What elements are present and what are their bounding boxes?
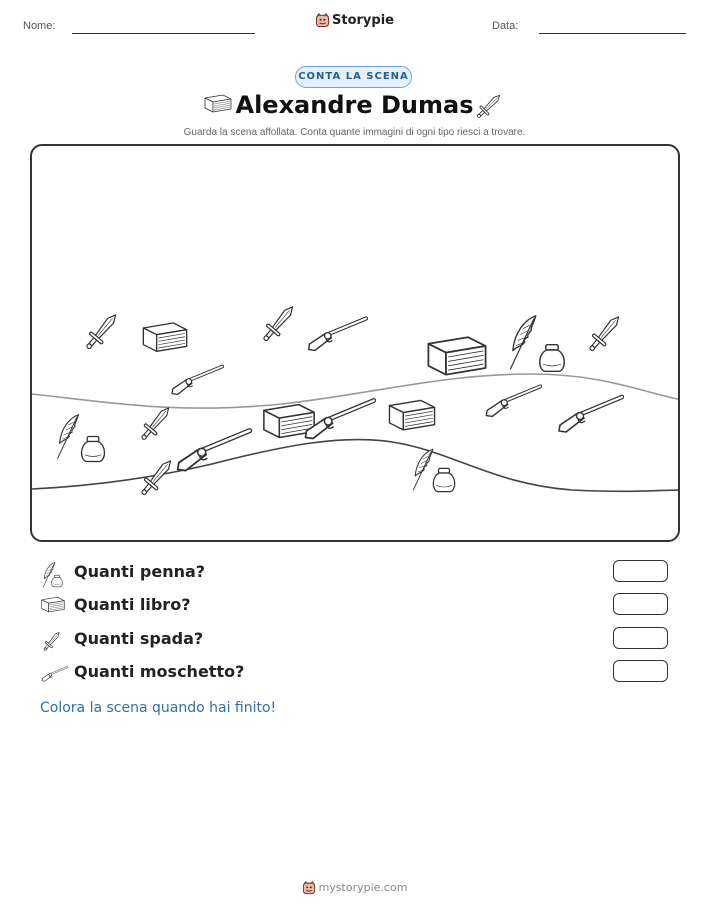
back-hill-line — [32, 374, 680, 408]
sword-3 — [584, 312, 624, 356]
footer-url[interactable]: mystorypie.com — [318, 881, 408, 894]
sword-2 — [258, 302, 298, 346]
musket-icon — [40, 661, 68, 687]
book-4 — [389, 400, 434, 429]
storypie-logo-icon — [315, 13, 330, 28]
name-label: Nome: — [23, 20, 56, 32]
musket-1 — [309, 318, 367, 350]
musket-5 — [305, 401, 373, 439]
book-2 — [428, 337, 485, 374]
date-label: Data: — [492, 20, 519, 32]
quill-icon — [40, 561, 64, 589]
page-title: Alexandre Dumas — [235, 91, 474, 119]
question-text: Quanti libro? — [74, 595, 191, 614]
question-text: Quanti moschetto? — [74, 662, 245, 681]
scene-frame[interactable] — [30, 144, 680, 542]
quill-3 — [413, 449, 433, 490]
book-icon — [40, 594, 66, 616]
answer-box-book[interactable] — [613, 593, 668, 615]
musket-4 — [559, 397, 622, 432]
question-musket — [40, 660, 670, 686]
storypie-logo-icon — [302, 881, 316, 895]
inkpot-2 — [82, 437, 105, 462]
sword-1 — [81, 310, 121, 354]
book-1 — [143, 323, 186, 351]
badge: CONTA LA SCENA — [295, 66, 412, 88]
inkpot-3 — [433, 468, 454, 491]
sword-icon — [40, 628, 64, 654]
question-sword — [40, 627, 670, 653]
answer-box-musket[interactable] — [613, 660, 668, 682]
musket-3 — [486, 386, 540, 416]
subtitle: Guarda la scena affollata. Conta quante immagini di ogni tipo riesci a trovare. — [183, 127, 526, 138]
question-book — [40, 593, 670, 619]
scene-canvas[interactable] — [32, 146, 680, 542]
front-hill-line — [32, 439, 680, 491]
brand — [0, 13, 709, 28]
quill-1 — [510, 316, 536, 370]
musket-6 — [178, 431, 250, 471]
name-field[interactable] — [72, 33, 255, 34]
musket-2 — [172, 366, 222, 394]
answer-box-sword[interactable] — [613, 627, 668, 649]
question-text: Quanti spada? — [74, 629, 204, 648]
quill-2 — [58, 415, 79, 459]
question-quill — [40, 560, 670, 586]
inkpot-1 — [540, 345, 564, 372]
brand-name: Storypie — [332, 13, 394, 28]
question-text: Quanti penna? — [74, 562, 206, 581]
date-field[interactable] — [539, 33, 686, 34]
instruction-text: Colora la scena quando hai finito! — [40, 700, 277, 716]
footer — [0, 881, 709, 895]
answer-box-quill[interactable] — [613, 560, 668, 582]
sword-4 — [137, 403, 175, 444]
